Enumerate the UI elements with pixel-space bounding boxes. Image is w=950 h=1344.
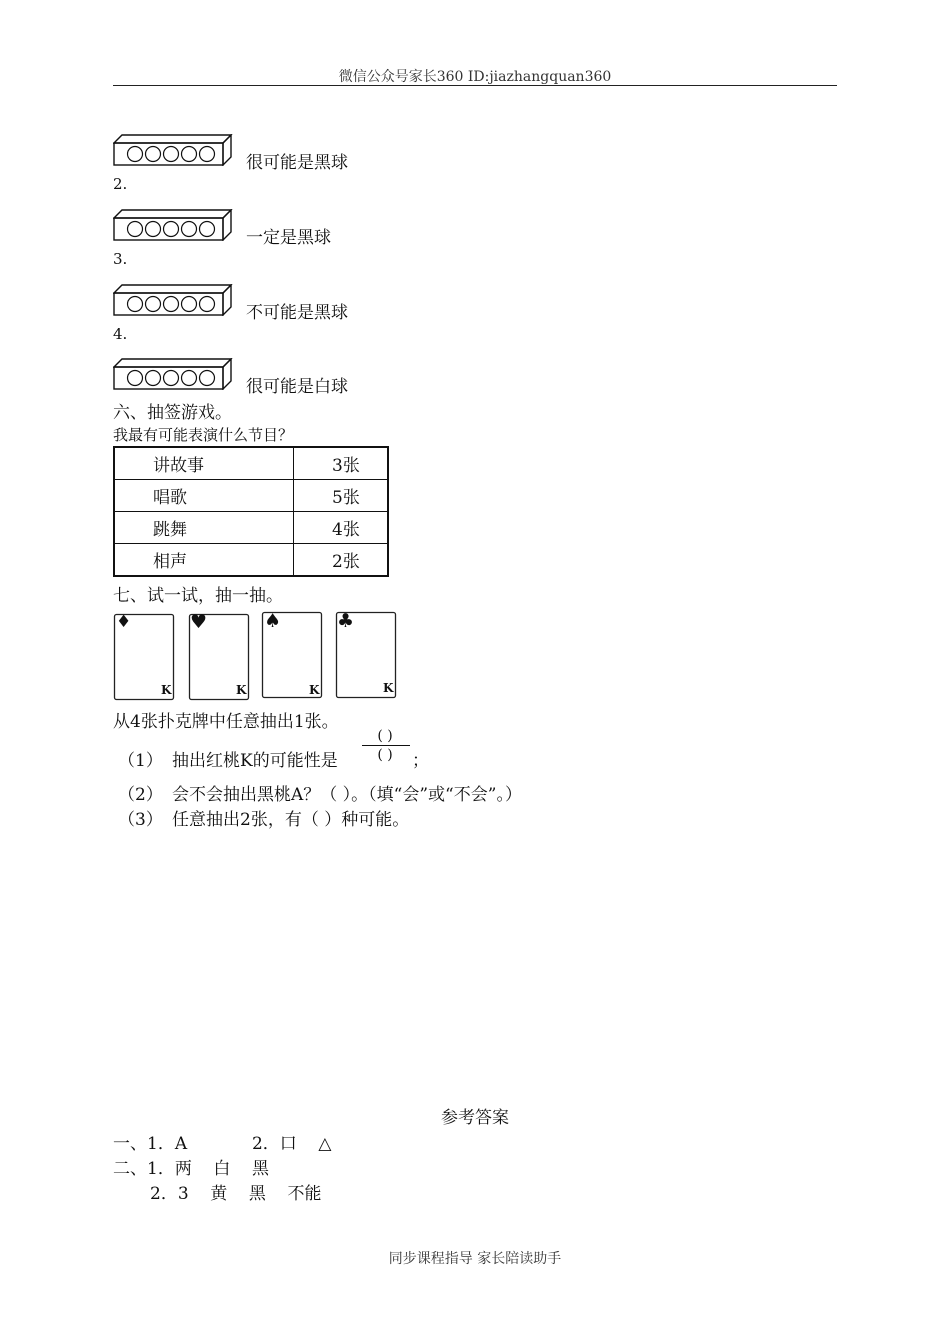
item-number-3: 3.: [113, 250, 128, 268]
table-row: [114, 544, 388, 577]
q1-text: 抽出红桃K的可能性是: [172, 751, 338, 771]
table-row: [114, 480, 388, 512]
answers-line-2: 二、1．两 白 黑: [113, 1159, 270, 1179]
card-rank: K: [383, 681, 394, 695]
card-rank: K: [236, 683, 247, 697]
program-cell: 唱歌: [114, 480, 294, 512]
page-footer: 同步课程指导 家长陪读助手: [388, 1251, 562, 1267]
answers-title: 参考答案: [441, 1108, 509, 1128]
count-cell: 3张: [294, 447, 389, 480]
section7-title: 七、试一试，抽一抽。: [113, 586, 283, 606]
answers-line-1: 一、1．A 2．口 △: [113, 1134, 332, 1154]
section6-title: 六、抽签游戏。: [113, 403, 232, 423]
box-caption-1: 很可能是黑球: [246, 153, 348, 173]
program-cell: 讲故事: [114, 447, 294, 480]
program-cell: 跳舞: [114, 512, 294, 544]
box-caption-2: 一定是黑球: [246, 228, 331, 248]
q2-label: （2）: [118, 785, 163, 805]
spade-icon: ♠: [264, 610, 282, 632]
table-row: [114, 447, 388, 480]
q2-text: 会不会抽出黑桃A？（ ）。（填“会”或“不会”。）: [172, 785, 522, 805]
q3-text: 任意抽出2张，有（ ）种可能。: [172, 810, 410, 830]
fraction-denominator: ( ): [377, 747, 393, 763]
program-table: [113, 446, 389, 577]
page-header: 微信公众号家长360 ID:jiazhangquan360: [338, 69, 612, 85]
count-cell: 4张: [294, 512, 389, 544]
club-icon: ♣: [337, 610, 355, 632]
program-cell: 相声: [114, 544, 294, 577]
heart-icon: ♥: [190, 611, 208, 633]
q3-label: （3）: [118, 810, 163, 830]
card-diamond-k: [113, 613, 173, 699]
q1-end: ；: [412, 751, 429, 771]
card-heart-k: [188, 613, 248, 699]
count-cell: 5张: [294, 480, 389, 512]
section7-intro: 从4张扑克牌中任意抽出1张。: [113, 712, 339, 732]
box-caption-3: 不可能是黑球: [246, 303, 348, 323]
box-caption-4: 很可能是白球: [246, 377, 348, 397]
section6-question: 我最有可能表演什么节目？: [113, 426, 294, 444]
table-row: [114, 512, 388, 544]
item-number-4: 4.: [113, 325, 128, 343]
header-divider: [113, 85, 837, 86]
ball-box-4: [113, 358, 233, 390]
ball-box-1: [113, 134, 233, 166]
fraction-numerator: ( ): [377, 728, 393, 744]
item-number-2: 2.: [113, 175, 128, 193]
count-cell: 2张: [294, 544, 389, 577]
q1-label: （1）: [118, 751, 163, 771]
ball-box-2: [113, 209, 233, 241]
card-spade-k: [261, 611, 321, 697]
answers-line-3: 2．3 黄 黑 不能: [150, 1184, 322, 1204]
card-rank: K: [161, 683, 172, 697]
diamond-icon: ♦: [116, 612, 132, 632]
ball-box-3: [113, 284, 233, 316]
fraction-bar: [362, 745, 410, 746]
card-rank: K: [309, 683, 320, 697]
card-club-k: [335, 611, 395, 697]
